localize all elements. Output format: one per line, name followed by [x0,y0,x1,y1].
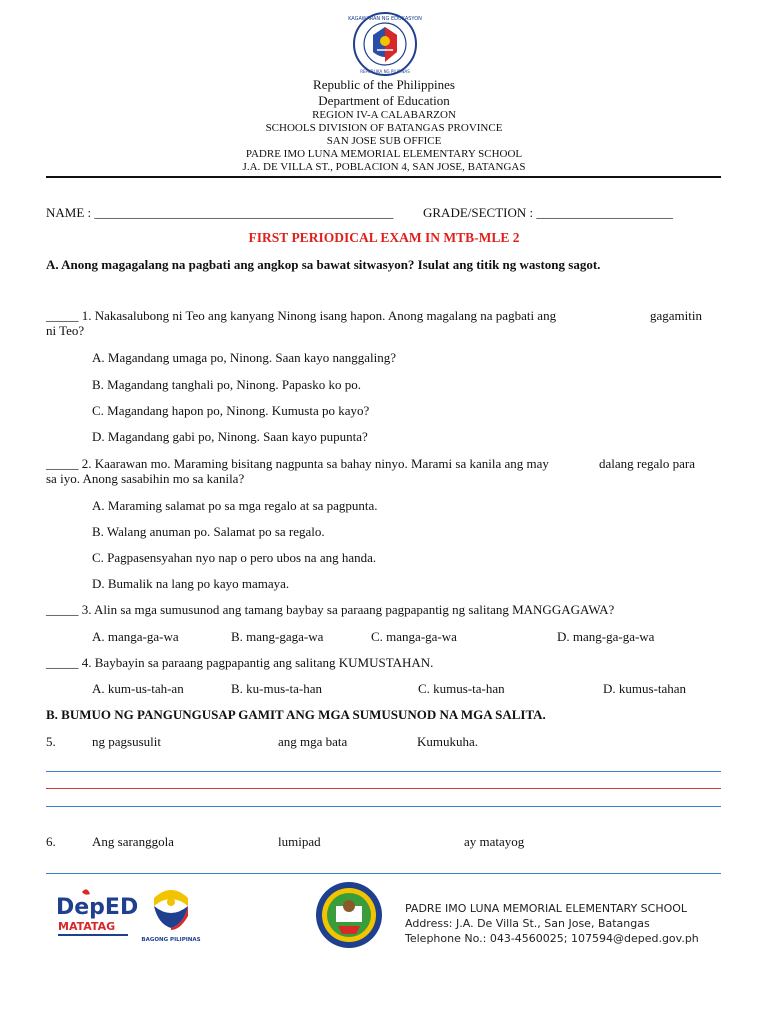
question-2-choice-b: B. Walang anuman po. Salamat po sa regalo. [92,524,325,539]
header-address: J.A. DE VILLA ST., POBLACION 4, SAN JOSE, BATANGAS [242,161,526,173]
answer-line-6a[interactable] [46,873,721,874]
deped-seal-icon [348,12,422,76]
deped-matatag-logo-icon [54,886,139,942]
item-5-word-2: ang mga bata [278,734,348,749]
answer-line-5c[interactable] [46,806,721,807]
item-5-word-3: Kumukuha. [417,734,479,749]
question-4-line1: _____ 4. Baybayin sa paraang pagpapantig ang salitang KUMUSTAHAN. [46,655,434,670]
question-1-choice-a: A. Magandang umaga po, Ninong. Saan kayo nanggaling? [92,350,396,365]
item-6-word-2: lumipad [278,834,321,849]
exam-title: FIRST PERIODICAL EXAM IN MTB-MLE 2 [248,230,520,245]
item-6-word-1: Ang saranggola [92,834,174,849]
footer-address: Address: J.A. De Villa St., San Jose, Batangas [405,917,650,930]
question-1-choice-c: C. Magandang hapon po, Ninong. Kumusta po kayo? [92,403,370,418]
school-seal-icon [314,880,384,950]
header-divider [46,176,721,178]
question-4-choice-c: C. kumus-ta-han [418,681,505,696]
deped-logo-text: DepED [56,895,139,920]
question-2-line1: _____ 2. Kaarawan mo. Maraming bisitang nagpunta sa bahay ninyo. Marami sa kanila ang may [46,456,549,471]
item-6-word-3: ay matayog [464,834,525,849]
answer-line-5b[interactable] [46,788,721,789]
item-6-number: 6. [46,834,56,849]
matatag-text: MATATAG [58,920,116,933]
question-1-choice-b: B. Magandang tanghali po, Ninong. Papasko ko po. [92,377,361,392]
grade-section-field[interactable]: GRADE/SECTION : _____________________ [423,205,673,220]
question-2-choice-a: A. Maraming salamat po sa mga regalo at sa pagpunta. [92,498,378,513]
footer-telephone: Telephone No.: 043-4560025; 107594@deped.gov.ph [405,932,699,945]
name-field[interactable]: NAME : ______________________________________________ [46,205,394,220]
question-3-line1: _____ 3. Alin sa mga sumusunod ang tamang baybay sa paraang pagpapantig ng salitang MANGGAGAWA? [46,602,615,617]
header-department: Department of Education [318,93,450,108]
item-5-word-1: ng pagsusulit [92,734,161,749]
question-1-line1-tail: gagamitin [650,308,702,323]
question-2-line1-tail: dalang regalo para [599,456,696,471]
question-4-choice-d: D. kumus-tahan [603,681,687,696]
section-a-instruction: A. Anong magagalang na pagbati ang angkop sa bawat sitwasyon? Isulat ang titik ng wastong sagot. [46,257,601,272]
answer-line-5a[interactable] [46,771,721,772]
question-2-choice-c: C. Pagpasensyahan nyo nap o pero ubos na ang handa. [92,550,377,565]
question-1-line2: ni Teo? [46,323,85,338]
question-1-choice-d: D. Magandang gabi po, Ninong. Saan kayo pupunta? [92,429,368,444]
question-3-choice-d: D. mang-ga-ga-wa [557,629,655,644]
question-3-choice-a: A. manga-ga-wa [92,629,179,644]
footer-school-name: PADRE IMO LUNA MEMORIAL ELEMENTARY SCHOOL [405,902,688,915]
bagong-pilipinas-text: BAGONG PILIPINAS [141,937,201,943]
header-region: REGION IV-A CALABARZON [312,109,456,121]
question-2-line2: sa iyo. Anong sasabihin mo sa kanila? [46,471,245,486]
bagong-pilipinas-logo-icon [140,880,202,944]
question-1-line1: _____ 1. Nakasalubong ni Teo ang kanyang Ninong isang hapon. Anong magalang na pagbati ang [46,308,557,323]
section-b-instruction: B. BUMUO NG PANGUNGUSAP GAMIT ANG MGA SUMUSUNOD NA MGA SALITA. [46,707,546,722]
item-5-number: 5. [46,734,56,749]
header-school: PADRE IMO LUNA MEMORIAL ELEMENTARY SCHOOL [245,148,523,160]
question-3-choice-b: B. mang-gaga-wa [231,629,324,644]
question-2-choice-d: D. Bumalik na lang po kayo mamaya. [92,576,290,591]
header-republic: Republic of the Philippines [313,77,455,92]
question-4-choice-a: A. kum-us-tah-an [92,681,184,696]
header-division: SCHOOLS DIVISION OF BATANGAS PROVINCE [265,122,503,134]
seal-subtext: REPUBLIKA NG PILIPINAS [360,69,410,74]
question-3-choice-c: C. manga-ga-wa [371,629,457,644]
header-sub-office: SAN JOSE SUB OFFICE [326,135,442,147]
seal-text: KAGAWARAN NG EDUKASYON [348,16,422,22]
question-4-choice-b: B. ku-mus-ta-han [231,681,322,696]
